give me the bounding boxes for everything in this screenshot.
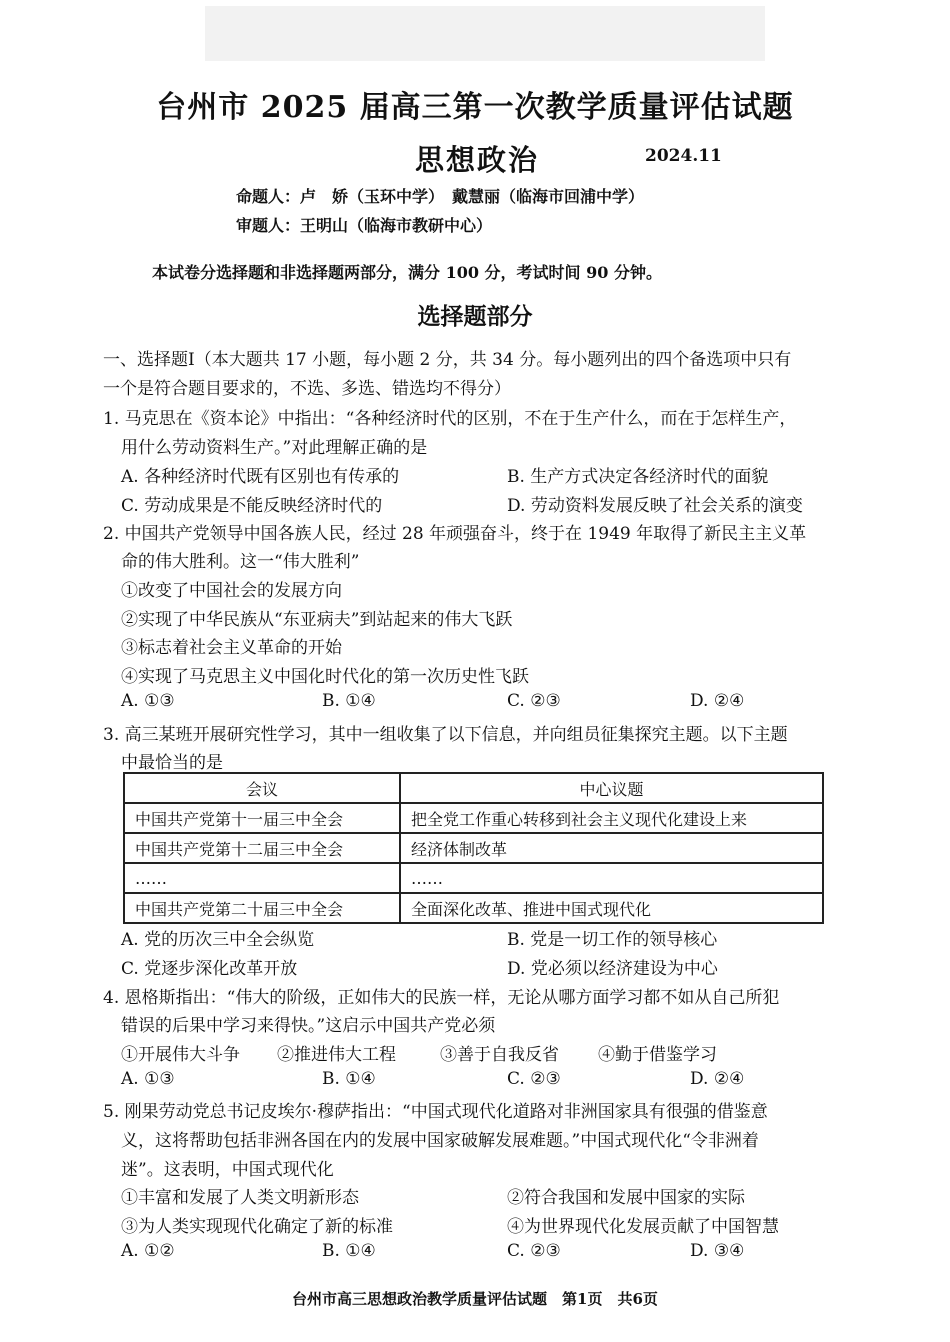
table-cell: 把全党工作重心转移到社会主义现代化建设上来	[400, 803, 823, 833]
q3-option-c: C. 党逐步深化改革开放	[121, 959, 298, 979]
q5-option-d: D. ③④	[690, 1241, 745, 1261]
table-cell: 全面深化改革、推进中国式现代化	[400, 893, 823, 923]
part1-line2: 一个是符合题目要求的，不选、多选、错选均不得分）	[103, 379, 511, 399]
q1-option-a: A. 各种经济时代既有区别也有传承的	[121, 467, 400, 487]
q4-stem-line1: 4. 恩格斯指出：“伟大的阶级，正如伟大的民族一样，无论从哪方面学习都不如从自己所犯	[103, 988, 780, 1008]
q2-statement-4: ④实现了马克思主义中国化时代化的第一次历史性飞跃	[121, 667, 529, 687]
scan-shadow	[205, 6, 765, 61]
q2-option-a: A. ①③	[121, 691, 175, 711]
table-cell: ……	[400, 863, 823, 893]
table-cell: 经济体制改革	[400, 833, 823, 863]
q4-statement-4: ④勤于借鉴学习	[598, 1045, 717, 1065]
subject-title: 思想政治	[415, 143, 540, 177]
q1-option-c: C. 劳动成果是不能反映经济时代的	[121, 496, 383, 516]
q3-table	[123, 772, 824, 924]
exam-date: 2024.11	[645, 146, 722, 166]
instructions: 本试卷分选择题和非选择题两部分，满分 100 分，考试时间 90 分钟。	[152, 263, 662, 282]
table-cell: 中国共产党第十二届三中全会	[124, 833, 400, 863]
part1-line1: 一、选择题Ⅰ（本大题共 17 小题，每小题 2 分，共 34 分。每小题列出的四个备选项中只有	[103, 350, 792, 370]
q4-statement-3: ③善于自我反省	[440, 1045, 559, 1065]
table-header-meeting: 会议	[124, 773, 400, 803]
q4-statement-1: ①开展伟大斗争	[121, 1045, 240, 1065]
table-cell: ……	[124, 863, 400, 893]
q5-statement-1: ①丰富和发展了人类文明新形态	[121, 1188, 359, 1208]
q5-option-a: A. ①②	[121, 1241, 175, 1261]
q2-statement-1: ①改变了中国社会的发展方向	[121, 581, 342, 601]
table-cell: 中国共产党第十一届三中全会	[124, 803, 400, 833]
table-cell: 中国共产党第二十届三中全会	[124, 893, 400, 923]
q5-statement-3: ③为人类实现现代化确定了新的标准	[121, 1217, 393, 1237]
section-title: 选择题部分	[417, 303, 533, 330]
q2-option-b: B. ①④	[322, 691, 376, 711]
table-row	[124, 863, 823, 893]
q5-option-c: C. ②③	[507, 1241, 561, 1261]
reviewer-line: 审题人：王明山（临海市教研中心）	[236, 216, 493, 235]
q4-option-d: D. ②④	[690, 1069, 745, 1089]
q5-statement-4: ④为世界现代化发展贡献了中国智慧	[507, 1217, 779, 1237]
q4-option-b: B. ①④	[322, 1069, 376, 1089]
table-row	[124, 803, 823, 833]
page-footer: 台州市高三思想政治教学质量评估试题 第1页 共6页	[292, 1290, 658, 1308]
q3-stem-line1: 3. 高三某班开展研究性学习，其中一组收集了以下信息，并向组员征集探究主题。以下主题	[103, 725, 788, 745]
q4-option-c: C. ②③	[507, 1069, 561, 1089]
q3-option-b: B. 党是一切工作的领导核心	[507, 930, 718, 950]
table-row	[124, 893, 823, 923]
q4-stem-line2: 错误的后果中学习来得快。”这启示中国共产党必须	[121, 1016, 496, 1036]
q1-stem-line2: 用什么劳动资料生产。”对此理解正确的是	[121, 438, 428, 458]
q1-stem-line1: 1. 马克思在《资本论》中指出：“各种经济时代的区别，不在于生产什么，而在于怎样生产，	[103, 409, 797, 429]
q1-option-b: B. 生产方式决定各经济时代的面貌	[507, 467, 769, 487]
table-header-row	[124, 773, 823, 803]
q4-statement-2: ②推进伟大工程	[277, 1045, 396, 1065]
q1-option-d: D. 劳动资料发展反映了社会关系的演变	[507, 496, 803, 516]
q5-stem-line3: 迷”。这表明，中国式现代化	[121, 1160, 334, 1180]
table-header-topic: 中心议题	[400, 773, 823, 803]
q3-stem-line2: 中最恰当的是	[121, 753, 223, 773]
q2-statement-3: ③标志着社会主义革命的开始	[121, 638, 342, 658]
q2-option-d: D. ②④	[690, 691, 745, 711]
setters-line: 命题人：卢 娇（玉环中学） 戴慧丽（临海市回浦中学）	[236, 187, 645, 206]
table-row	[124, 833, 823, 863]
q2-statement-2: ②实现了中华民族从“东亚病夫”到站起来的伟大飞跃	[121, 610, 513, 630]
q2-stem-line2: 命的伟大胜利。这一“伟大胜利”	[121, 552, 360, 572]
q5-option-b: B. ①④	[322, 1241, 376, 1261]
q4-option-a: A. ①③	[121, 1069, 175, 1089]
q5-stem-line1: 5. 刚果劳动党总书记皮埃尔·穆萨指出：“中国式现代化道路对非洲国家具有很强的借鉴意	[103, 1102, 768, 1122]
q5-stem-line2: 义，这将帮助包括非洲各国在内的发展中国家破解发展难题。”中国式现代化“令非洲着	[121, 1131, 759, 1151]
q3-option-d: D. 党必须以经济建设为中心	[507, 959, 718, 979]
q2-stem-line1: 2. 中国共产党领导中国各族人民，经过 28 年顽强奋斗，终于在 1949 年取得了新民主主义革	[103, 524, 807, 544]
q3-option-a: A. 党的历次三中全会纵览	[121, 930, 315, 950]
q2-option-c: C. ②③	[507, 691, 561, 711]
q5-statement-2: ②符合我国和发展中国家的实际	[507, 1188, 745, 1208]
exam-title: 台州市 2025 届高三第一次教学质量评估试题	[156, 90, 794, 125]
